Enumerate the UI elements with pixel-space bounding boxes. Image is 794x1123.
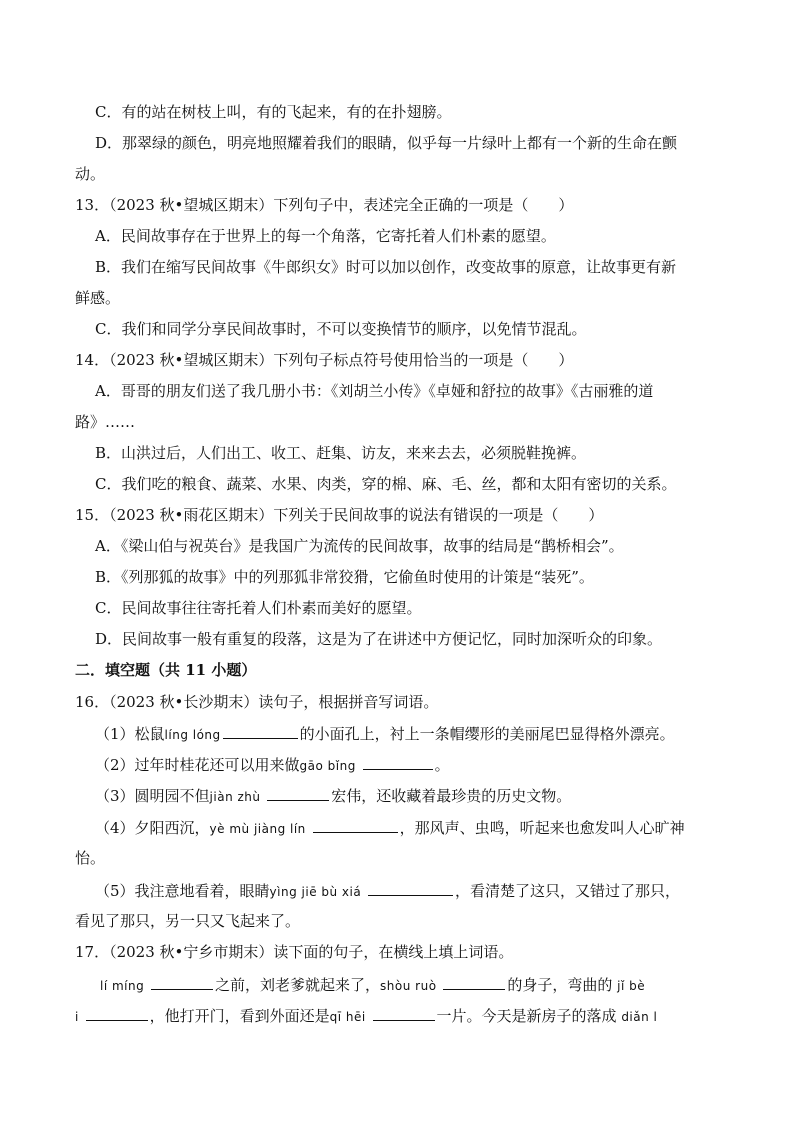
answer-blank[interactable] — [223, 723, 298, 739]
answer-blank[interactable] — [267, 785, 329, 801]
sentence-text: （3）圆明园不但 — [95, 787, 210, 805]
q13-option-c: C．我们和同学分享民间故事时，不可以变换情节的顺序，以免情节混乱。 — [95, 320, 587, 338]
q12-option-c: C．有的站在树枝上叫，有的飞起来，有的在扑翅膀。 — [95, 103, 452, 121]
passage-text: 的身子，弯曲的 — [507, 976, 613, 994]
q16-sentence-4-cont: 怡。 — [75, 849, 106, 867]
q15-option-d: D．民间故事一般有重复的段落，这是为了在讲述中方便记忆，同时加深听众的印象。 — [95, 630, 663, 648]
pinyin-hint: lí míng — [100, 979, 145, 993]
pinyin-hint: diǎn l — [621, 1010, 658, 1024]
pinyin-hint: gāo bǐng — [299, 759, 356, 773]
q16-sentence-5-cont: 看见了那只，另一只又飞起来了。 — [75, 912, 301, 930]
sentence-text: ，看清楚了这只，又错过了那只， — [455, 882, 681, 900]
sentence-text: 宏伟，还收藏着最珍贵的历史文物。 — [331, 787, 572, 805]
q14-option-a-line2: 路》…… — [75, 413, 136, 431]
passage-text: 之前，刘老爹就起来了， — [215, 976, 381, 994]
answer-blank[interactable] — [151, 974, 213, 990]
passage-text: 一片。今天是新房子的落成 — [436, 1007, 617, 1025]
q12-option-d-line2: 动。 — [75, 165, 106, 183]
q13-option-b-line1: B．我们在缩写民间故事《牛郎织女》时可以加以创作，改变故事的原意，让故事更有新 — [95, 258, 677, 276]
q15-option-a: A．《梁山伯与祝英台》是我国广为流传的民间故事，故事的结局是“鹊桥相会”。 — [95, 537, 624, 555]
pinyin-hint: yè mù jiàng lín — [209, 822, 306, 836]
sentence-text: 。 — [434, 756, 450, 774]
answer-blank[interactable] — [313, 817, 398, 833]
answer-blank[interactable] — [363, 754, 433, 770]
sentence-text: （2）过年时桂花还可以用来做 — [95, 756, 300, 774]
q17-stem: 17．（2023 秋•宁乡市期末）读下面的句子，在横线上填上词语。 — [75, 943, 514, 961]
q16-sentence-5 — [95, 880, 680, 902]
pinyin-hint: yìng jiē bù xiá — [269, 885, 362, 899]
q16-sentence-1 — [95, 723, 675, 745]
pinyin-hint: jiàn zhù — [209, 790, 261, 804]
q12-option-d-line1: D．那翠绿的颜色，明亮地照耀着我们的眼睛，似乎每一片绿叶上都有一个新的生命在颤 — [95, 134, 678, 152]
pinyin-hint: shòu ruò — [380, 979, 437, 993]
q13-option-a: A．民间故事存在于世界上的每一个角落，它寄托着人们朴素的愿望。 — [95, 227, 556, 245]
q16-sentence-2 — [95, 754, 450, 776]
answer-blank[interactable] — [443, 974, 505, 990]
answer-blank[interactable] — [368, 880, 453, 896]
sentence-text: （1）松鼠 — [95, 725, 165, 743]
pinyin-hint: qī hēi — [329, 1010, 366, 1024]
q17-passage-line2 — [75, 1005, 657, 1027]
q14-option-c: C．我们吃的粮食、蔬菜、水果、肉类，穿的棉、麻、毛、丝，都和太阳有密切的关系。 — [95, 475, 677, 493]
answer-blank[interactable] — [373, 1005, 435, 1021]
q15-option-b: B．《列那狐的故事》中的列那狐非常狡猾，它偷鱼时使用的计策是“装死”。 — [95, 568, 594, 586]
sentence-text: （4）夕阳西沉， — [95, 819, 210, 837]
section-heading: 二．填空题（共 11 小题） — [75, 661, 257, 679]
answer-blank[interactable] — [86, 1005, 148, 1021]
pinyin-hint: jǐ bè — [617, 979, 646, 993]
pinyin-hint: i — [75, 1010, 79, 1024]
q13-stem: 13．（2023 秋•望城区期末）下列句子中，表述完全正确的一项是（ ） — [75, 196, 574, 214]
passage-text: ，他打开门，看到外面还是 — [149, 1007, 330, 1025]
q14-stem: 14．（2023 秋•望城区期末）下列句子标点符号使用恰当的一项是（ ） — [75, 351, 574, 369]
q17-passage-line1 — [100, 974, 645, 996]
sentence-text: （5）我注意地看着，眼睛 — [95, 882, 270, 900]
q15-stem: 15．（2023 秋•雨花区期末）下列关于民间故事的说法有错误的一项是（ ） — [75, 506, 604, 524]
q14-option-b: B．山洪过后，人们出工、收工、赶集、访友，来来去去，必须脱鞋挽裤。 — [95, 444, 587, 462]
q14-option-a-line1: A．哥哥的朋友们送了我几册小书：《刘胡兰小传》《卓娅和舒拉的故事》《古丽雅的道 — [95, 382, 654, 400]
q16-sentence-3 — [95, 785, 571, 807]
q13-option-b-line2: 鲜感。 — [75, 289, 121, 307]
q16-stem: 16．（2023 秋•长沙期末）读句子，根据拼音写词语。 — [75, 693, 439, 711]
sentence-text: ，那风声、虫鸣，听起来也愈发叫人心旷神 — [399, 819, 685, 837]
q15-option-c: C．民间故事往往寄托着人们朴素而美好的愿望。 — [95, 599, 422, 617]
pinyin-hint: líng lóng — [164, 728, 221, 742]
q16-sentence-4 — [95, 817, 685, 839]
sentence-text: 的小面孔上，衬上一条帽缨形的美丽尾巴显得格外漂亮。 — [299, 725, 675, 743]
